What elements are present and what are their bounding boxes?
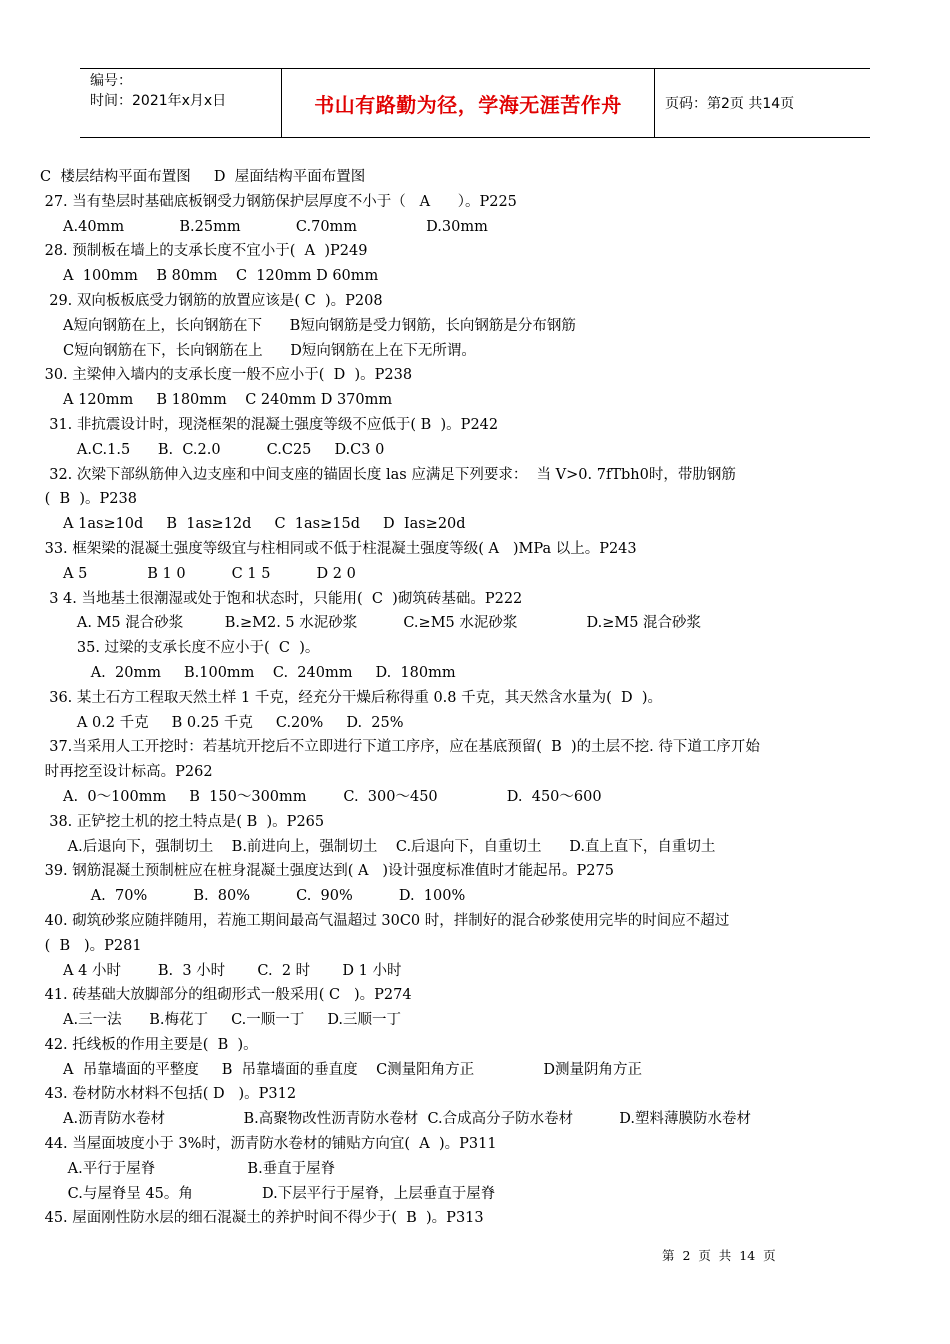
question-line: A.C.1.5 B. C.2.0 C.C25 D.C3 0 <box>40 441 385 458</box>
exam-questions <box>40 165 910 1231</box>
question-line: 3 4. 当地基土很潮湿或处于饱和状态时，只能用( C )砌筑砖基础。P222 <box>40 590 523 607</box>
page-header <box>80 68 870 138</box>
question-line: ( B )。P238 <box>40 491 137 508</box>
question-line: A.沥青防水卷材 B.高聚物改性沥青防水卷材 C.合成高分子防水卷材 D.塑料薄膜防水卷材 <box>40 1111 751 1128</box>
question-line: 35. 过梁的支承长度不应小于( C )。 <box>40 640 320 657</box>
question-line: A. 20mm B.100mm C. 240mm D. 180mm <box>40 664 456 681</box>
question-line: C短向钢筋在下，长向钢筋在上 D短向钢筋在上在下无所谓。 <box>40 342 476 359</box>
question-line: A.三一法 B.梅花丁 C.一顺一丁 D.三顺一丁 <box>40 1012 402 1029</box>
question-line: A. 70% B. 80% C. 90% D. 100% <box>40 888 466 905</box>
question-line: A短向钢筋在上，长向钢筋在下 B短向钢筋是受力钢筋，长向钢筋是分布钢筋 <box>40 317 576 334</box>
question-line: A. M5 混合砂浆 B.≥M2. 5 水泥砂浆 C.≥M5 水泥砂浆 D.≥M5 混合砂浆 <box>40 615 702 632</box>
header-page-info: 页码：第2页 共14页 <box>665 96 795 112</box>
question-line: 28. 预制板在墙上的支承长度不宜小于( A )P249 <box>40 243 368 260</box>
question-line: 42. 托线板的作用主要是( B )。 <box>40 1036 258 1053</box>
doc-code-label: 编号： <box>90 73 132 89</box>
question-line: 39. 钢筋混凝土预制桩应在桩身混凝土强度达到( A )设计强度标准值时才能起吊。P275 <box>40 863 614 880</box>
question-line: C.与屋脊呈 45。角 D.下层平行于屋脊，上层垂直于屋脊 <box>40 1185 496 1202</box>
question-line: A 0.2 千克 B 0.25 千克 C.20% D. 25% <box>40 714 404 731</box>
doc-time-label: 时间：2021年x月x日 <box>90 93 227 109</box>
question-line: 37.当采用人工开挖时：若基坑开挖后不立即进行下道工序序，应在基底预留( B )的土层不挖. 待下道工序丌始 <box>40 739 760 756</box>
question-line: ( B )。P281 <box>40 937 142 954</box>
question-line: 27. 当有垫层时基础底板钢受力钢筋保护层厚度不小于（ A ）。P225 <box>40 193 517 210</box>
question-line: A.后退向下，强制切土 B.前进向上，强制切土 C.后退向下，自重切土 D.直上直下，自重切土 <box>40 838 716 855</box>
page-footer: 第 2 页 共 14 页 <box>662 1248 776 1263</box>
question-line: 29. 双向板板底受力钢筋的放置应该是( C )。P208 <box>40 292 383 309</box>
question-line: 31. 非抗震设计时，现浇框架的混凝土强度等级不应低于( B )。P242 <box>40 416 499 433</box>
question-line: A 4 小时 B. 3 小时 C. 2 时 D 1 小时 <box>40 962 402 979</box>
question-line: 40. 砌筑砂浆应随拌随用，若施工期间最高气温超过 30C0 时，拌制好的混合砂浆使用完毕的时间应不超过 <box>40 912 730 929</box>
question-line: A.平行于屋脊 B.垂直于屋脊 <box>40 1160 336 1177</box>
question-line: A. 0～100mm B 150～300mm C. 300～450 D. 450～600 <box>40 788 602 805</box>
question-line: A 1as≥10d B 1as≥12d C 1as≥15d D Ias≥20d <box>40 516 466 533</box>
question-line: C 楼层结构平面布置图 D 屋面结构平面布置图 <box>40 169 366 185</box>
question-line: A 5 B 1 0 C 1 5 D 2 0 <box>40 565 356 582</box>
question-line: A 120mm B 180mm C 240mm D 370mm <box>40 392 393 409</box>
question-line: 45. 屋面刚性防水层的细石混凝土的养护时间不得少于( B )。P313 <box>40 1210 484 1227</box>
question-line: 30. 主梁伸入墙内的支承长度一般不应小于( D )。P238 <box>40 367 413 384</box>
question-line: 33. 框架梁的混凝土强度等级宜与柱相同或不低于柱混凝土强度等级( A )MPa 以上。P243 <box>40 540 637 557</box>
question-line: 时再挖至设计标高。P262 <box>40 764 213 781</box>
question-line: A.40mm B.25mm C.70mm D.30mm <box>40 218 488 235</box>
question-line: 43. 卷材防水材料不包括( D )。P312 <box>40 1086 297 1103</box>
question-line: 41. 砖基础大放脚部分的组砌形式一般采用( C )。P274 <box>40 987 412 1004</box>
question-line: 38. 正铲挖土机的挖土特点是( B )。P265 <box>40 813 325 830</box>
question-line: 36. 某土石方工程取天然土样 1 千克，经充分干燥后称得重 0.8 千克，其天然含水量为( D )。 <box>40 689 662 706</box>
header-motto: 书山有路勤为径，学海无涯苦作舟 <box>282 69 655 137</box>
question-line: A 吊靠墙面的平整度 B 吊靠墙面的垂直度 C测量阳角方正 D测量阴角方正 <box>40 1061 642 1078</box>
question-line: A 100mm B 80mm C 120mm D 60mm <box>40 268 379 285</box>
question-line: 44. 当屋面坡度小于 3%时，沥青防水卷材的铺贴方向宜( A )。P311 <box>40 1136 497 1153</box>
header-meta-cell <box>80 69 282 137</box>
question-line: 32. 次梁下部纵筋伸入边支座和中间支座的锚固长度 las 应满足下列要求： 当 V>0. 7fTbh0时，带肋钢筋 <box>40 466 736 483</box>
